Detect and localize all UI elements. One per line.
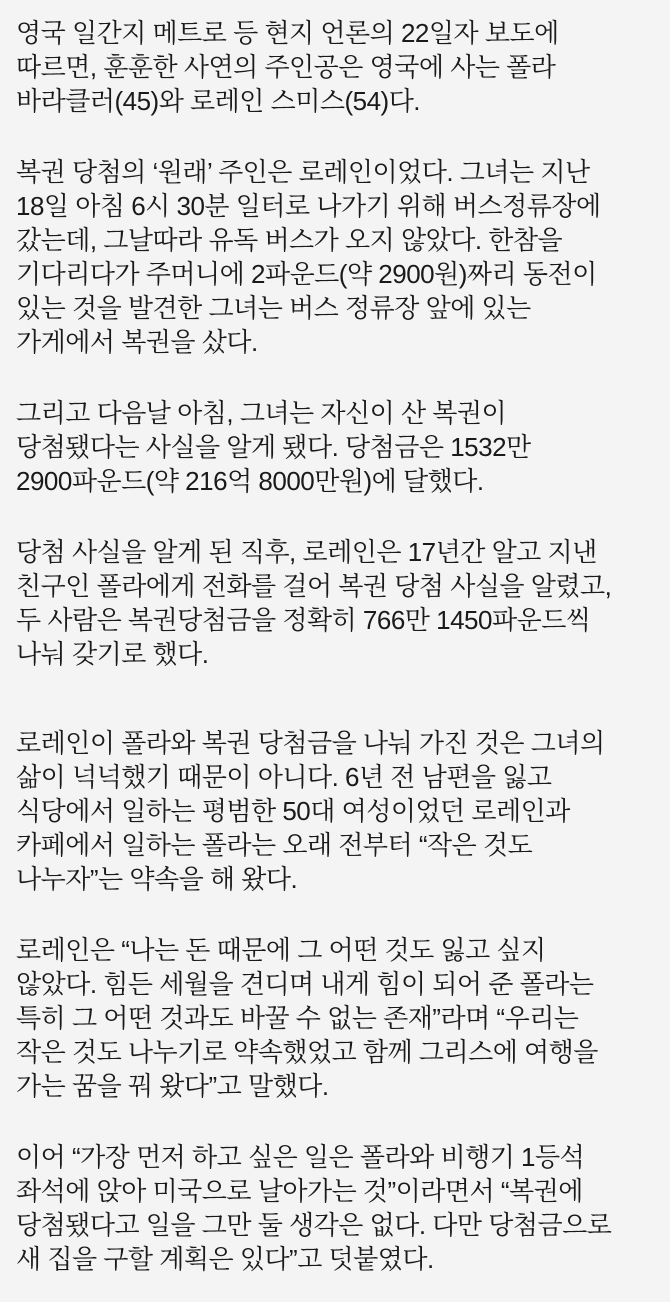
text-line: 식당에서 일하는 평범한 50대 여성이었던 로레인과 [16, 796, 570, 826]
text-line: 그리고 다음날 아침, 그녀는 자신이 산 복권이 [16, 398, 507, 428]
text-line: 당첨됐다고 일을 그만 둘 생각은 없다. 다만 당첨금으로 [16, 1210, 612, 1240]
text-line: 당첨됐다는 사실을 알게 됐다. 당첨금은 1532만 [16, 432, 531, 462]
text-line: 18일 아침 6시 30분 일터로 나가기 위해 버스정류장에 [16, 191, 601, 221]
text-line: 2900파운드(약 216억 8000만원)에 달했다. [16, 466, 484, 496]
text-line: 갔는데, 그날따라 유독 버스가 오지 않았다. 한참을 [16, 225, 563, 255]
text-line: 가는 꿈을 꿔 왔다”고 말했다. [16, 1071, 329, 1101]
text-line: 않았다. 힘든 세월을 견디며 내게 힘이 되어 준 폴라는 [16, 969, 594, 999]
text-line: 친구인 폴라에게 전화를 걸어 복권 당첨 사실을 알렸고, [16, 571, 612, 601]
paragraph-5 [16, 726, 654, 896]
text-line: 삶이 넉넉했기 때문이 아니다. 6년 전 남편을 잃고 [16, 762, 552, 792]
paragraph-3 [16, 396, 654, 498]
text-line: 특히 그 어떤 것과도 바꿀 수 없는 존재”라며 “우리는 [16, 1003, 579, 1033]
paragraph-1 [16, 16, 654, 118]
paragraph-6 [16, 933, 654, 1103]
text-line: 카페에서 일하는 폴라는 오래 전부터 “작은 것도 [16, 830, 533, 860]
text-line: 로레인은 “나는 돈 때문에 그 어떤 것도 잃고 싶지 [16, 935, 546, 965]
paragraph-2 [16, 155, 654, 359]
text-line: 영국 일간지 메트로 등 현지 언론의 22일자 보도에 [16, 18, 559, 48]
paragraph-7 [16, 1140, 654, 1276]
text-line: 가게에서 복권을 샀다. [16, 327, 258, 357]
article-body [16, 16, 654, 1276]
text-line: 있는 것을 발견한 그녀는 버스 정류장 앞에 있는 [16, 293, 531, 323]
text-line: 나눠 갖기로 했다. [16, 639, 209, 669]
text-line: 이어 “가장 먼저 하고 싶은 일은 폴라와 비행기 1등석 [16, 1142, 585, 1172]
text-line: 좌석에 앉아 미국으로 날아가는 것”이라면서 “복권에 [16, 1176, 583, 1206]
text-line: 당첨 사실을 알게 된 직후, 로레인은 17년간 알고 지낸 [16, 537, 597, 567]
paragraph-4 [16, 535, 654, 671]
text-line: 기다리다가 주머니에 2파운드(약 2900원)짜리 동전이 [16, 259, 597, 289]
text-line: 바라클러(45)와 로레인 스미스(54)다. [16, 86, 421, 116]
text-line: 나누자”는 약속을 해 왔다. [16, 864, 298, 894]
text-line: 복권 당첨의 ‘원래’ 주인은 로레인이었다. 그녀는 지난 [16, 157, 590, 187]
text-line: 로레인이 폴라와 복권 당첨금을 나눠 가진 것은 그녀의 [16, 728, 605, 758]
text-line: 두 사람은 복권당첨금을 정확히 766만 1450파운드씩 [16, 605, 591, 635]
text-line: 새 집을 구할 계획은 있다”고 덧붙였다. [16, 1244, 434, 1274]
text-line: 작은 것도 나누기로 약속했었고 함께 그리스에 여행을 [16, 1037, 598, 1067]
text-line: 따르면, 훈훈한 사연의 주인공은 영국에 사는 폴라 [16, 52, 556, 82]
